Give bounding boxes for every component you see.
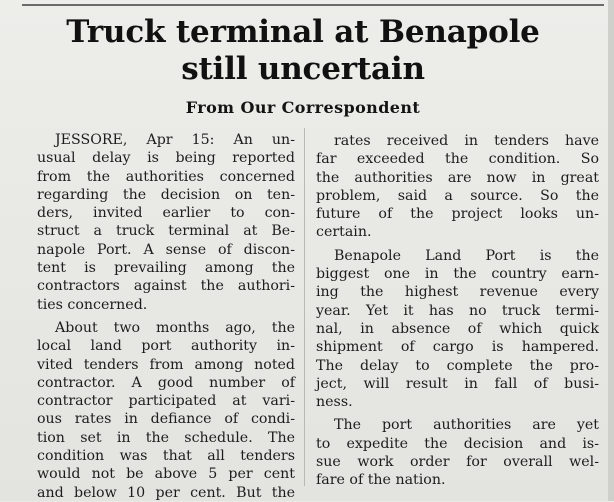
paragraph — [316, 247, 599, 412]
text-line: local land port authority in- — [37, 338, 295, 355]
headline-line: Truck terminal at Benapole — [66, 14, 540, 50]
paragraph — [316, 416, 599, 489]
text-line: and below 10 per cent. But the — [37, 484, 295, 501]
text-line: tion set in the schedule. The — [37, 429, 295, 446]
text-line: ject, will result in fall of busi- — [316, 375, 599, 392]
text-line: contractor participated at vari- — [37, 393, 295, 410]
text-line: contractors against the authori- — [37, 278, 295, 295]
text-line: far exceeded the condition. So — [316, 151, 599, 168]
text-line: ness. — [316, 394, 353, 411]
text-line: biggest one in the country earn- — [316, 266, 599, 283]
text-line: to expedite the decision and is- — [316, 435, 599, 452]
right-column — [316, 132, 599, 490]
text-line: struct a truck terminal at Be- — [37, 223, 295, 240]
text-line: condition was that all tenders — [37, 448, 295, 465]
text-line: About two months ago, the — [55, 319, 295, 336]
text-line: regarding the decision on ten- — [37, 186, 295, 203]
headline-line: still uncertain — [181, 51, 425, 87]
text-line: fare of the nation. — [316, 472, 446, 489]
text-line: vited tenders from among noted — [37, 356, 295, 373]
text-line: ders, invited earlier to con- — [37, 205, 295, 222]
column-divider — [304, 128, 305, 486]
text-line: problem, said a source. So the — [316, 187, 599, 204]
text-line: ties concerned. — [37, 296, 148, 313]
text-line: future of the project looks un- — [316, 206, 599, 223]
headline — [0, 14, 606, 88]
text-line: would not be above 5 per cent — [37, 466, 295, 483]
left-column — [37, 131, 295, 502]
text-line: JESSORE, Apr 15: An un- — [55, 132, 295, 148]
text-line: ing the highest revenue every — [316, 284, 599, 301]
text-line: napole Port. A sense of discon- — [37, 241, 295, 258]
text-line: the authorities are now in great — [316, 169, 599, 186]
byline: From Our Correspondent — [185, 98, 421, 117]
text-line: sue work order for overall wel- — [316, 454, 599, 471]
paragraph — [316, 132, 599, 242]
text-line: Benapole Land Port is the — [334, 247, 599, 264]
text-line: shipment of cargo is hampered. — [316, 339, 599, 356]
paragraph — [37, 131, 295, 314]
text-line: tent is prevailing among the — [37, 260, 295, 277]
text-line: The port authorities are yet — [334, 417, 599, 434]
paragraph — [37, 319, 295, 502]
text-line: from the authorities concerned — [37, 168, 295, 185]
text-line: rates received in tenders have — [334, 133, 599, 149]
text-line: usual delay is being reported — [37, 150, 295, 167]
text-line: year. Yet it has no truck termi- — [316, 302, 599, 319]
text-line: certain. — [316, 224, 372, 241]
text-line: ous rates in defiance of condi- — [37, 411, 295, 428]
text-line: contractor. A good number of — [37, 374, 295, 391]
top-rule — [22, 4, 604, 6]
text-line: nal, in absence of which quick — [316, 320, 599, 337]
text-line: The delay to complete the pro- — [316, 357, 599, 374]
page-edge — [608, 0, 614, 501]
